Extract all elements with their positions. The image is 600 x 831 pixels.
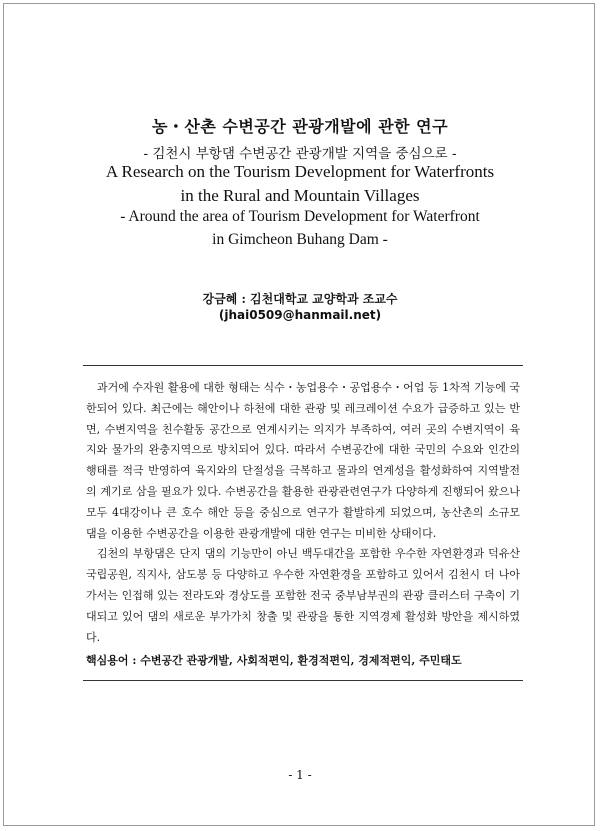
author-email: (jhai0509@hanmail.net) [218, 308, 382, 322]
keywords: 핵심용어 : 수변공간 관광개발, 사회적편익, 환경적편익, 경제적편익, 주민태도 [86, 654, 462, 667]
paper-title-english-line1: A Research on the Tourism Development for Waterfronts [105, 162, 495, 181]
abstract-paragraph: 과거에 수자원 활용에 대한 형태는 식수・농업용수・공업용수・어업 등 1차적 기능에 국한되어 있다. 최근에는 해안이나 하천에 대한 관광 및 레크레이션 수요가 급증하고 있는 반면, 수변지역을 친수활동 공간으로 연계시키는 의지가 부족하여, 여러 곳의 수변지역이 육지와 물가의 완충지역으로 방치되어 있다. 따라서 수변공간에 대한 국민의 수요와 인간의 행태를 적극 반영하여 육지와의 단절성을 극복하고 물과의 연계성을 활성화하여 지역발전의 계기로 삼을 필요가 있다. 수변공간을 활용한 관광관련연구가 다양하게 진행되어 왔으나 모두 4대강이나 큰 호수 해안 등을 중심으로 연구가 활발하게 되었으며, 농산촌의 소규모 댐을 이용한 수변공간을 이용한 관광개발에 대한 연구는 미비한 상태이다. [86, 381, 520, 540]
abstract-bottom-divider [83, 680, 523, 681]
abstract-top-divider [83, 365, 523, 366]
page-number: - 1 - [288, 768, 312, 782]
abstract [86, 378, 520, 648]
paper-subtitle-korean: - 김천시 부항댐 수변공간 관광개발 지역을 중심으로 - [143, 146, 457, 162]
paper-subtitle-english-line1: - Around the area of Tourism Development for Waterfront [120, 208, 480, 225]
paper-subtitle-english-line2: in Gimcheon Buhang Dam - [212, 231, 388, 248]
paper-title-korean: 농・산촌 수변공간 관광개발에 관한 연구 [151, 117, 449, 136]
abstract-paragraph: 김천의 부항댐은 단지 댐의 기능만이 아닌 백두대간을 포함한 우수한 자연환경과 덕유산국립공원, 직지사, 삼도봉 등 다양하고 우수한 자연환경을 포함하고 있어서 김천시 더 나아가서는 인접해 있는 전라도와 경상도를 포함한 전국 중부남부권의 관광 클러스터 구축이 기대되고 있어 댐의 새로운 부가가치 창출 및 관광을 통한 지역경제 활성화 방안을 제시하였다. [86, 547, 520, 644]
paper-title-english-line2: in the Rural and Mountain Villages [180, 186, 420, 205]
author-byline: 강금혜 : 김천대학교 교양학과 조교수 [202, 292, 398, 306]
